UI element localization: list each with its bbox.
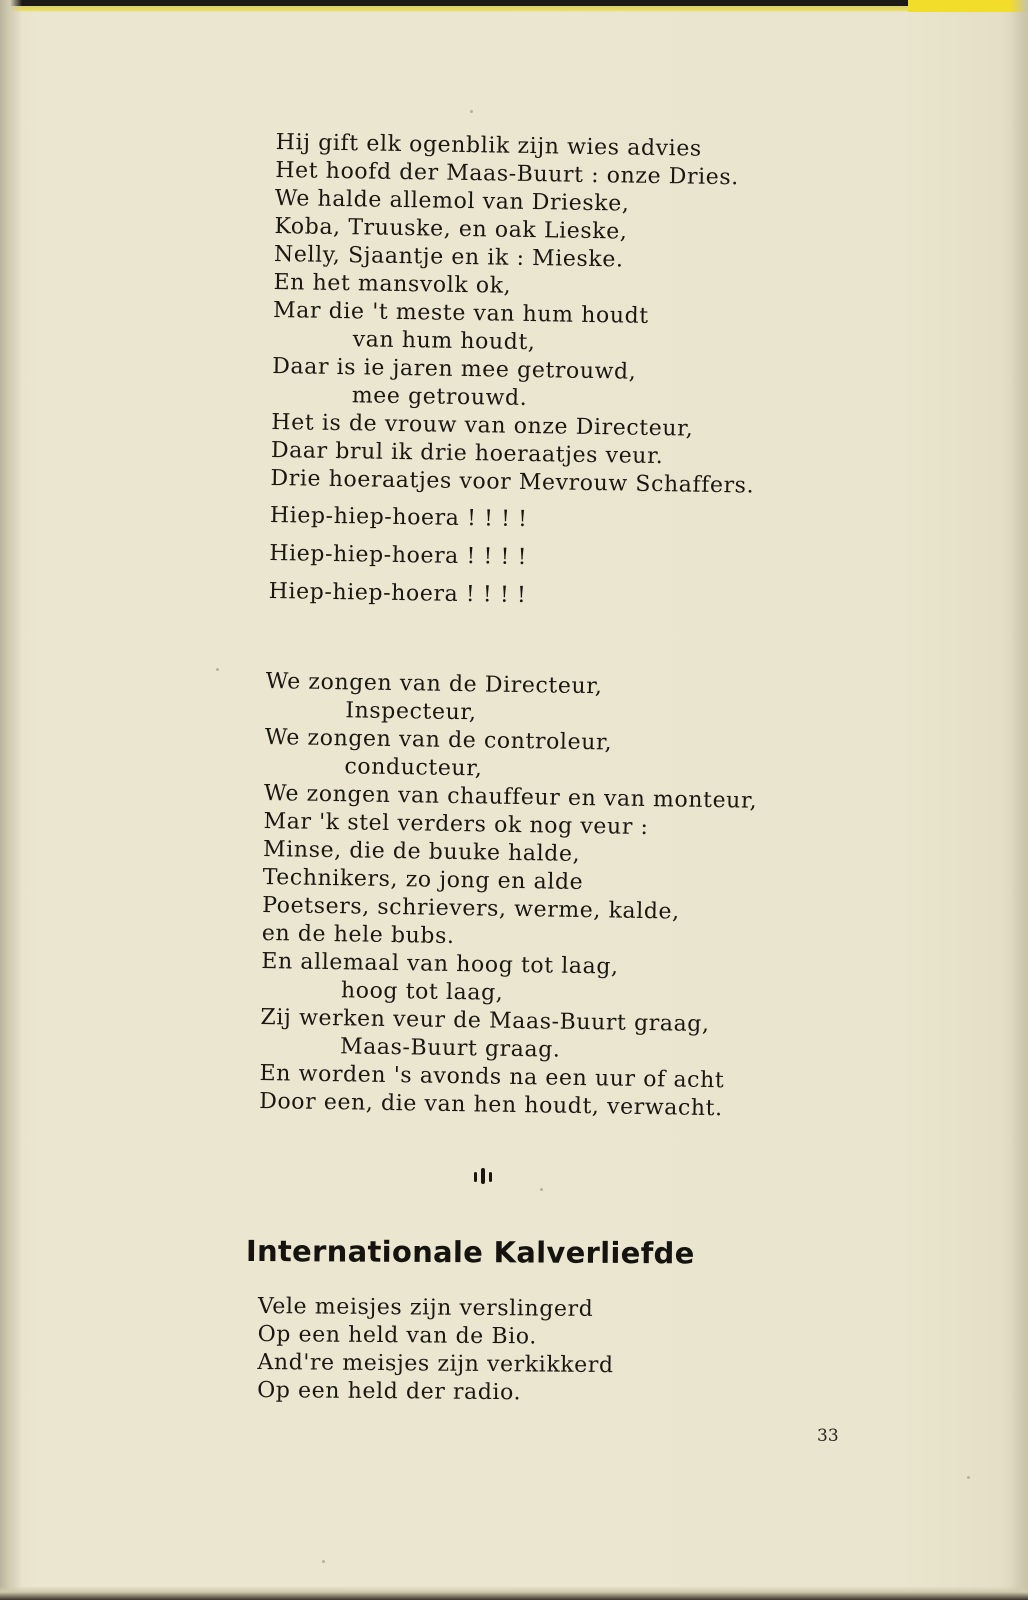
verse-line: Mar die 't meste van hum houdt [272,297,649,329]
verse-line: We zongen van chauffeur en van monteur, [263,780,758,814]
verse-line: Minse, die de buuke halde, [262,836,581,867]
page-number: 33 [817,1426,839,1446]
verse-line: Op een held der radio. [257,1377,522,1406]
verse-line: Technikers, zo jong en alde [262,864,584,896]
verse-line-indented: van hum houdt, [352,327,536,356]
verse-line: Nelly, Sjaantje en ik : Mieske. [273,241,624,273]
verse-line: Het is de vrouw van onze Directeur, [271,409,694,442]
verse-line: En worden 's avonds na een uur of acht [259,1060,725,1094]
verse-line: Daar brul ik drie hoeraatjes veur. [270,437,664,470]
verse-line: Daar is ie jaren mee getrouwd, [272,353,637,385]
verse-line: Poetsers, schrievers, werme, kalde, [262,892,680,925]
section-title: Internationale Kalverliefde [245,1234,695,1271]
binding-shadow [0,0,22,1600]
verse-line: Het hoofd der Maas-Buurt : onze Dries. [275,157,740,191]
verse-line: Vele meisjes zijn verslingerd [257,1294,594,1322]
fleuron-icon [472,1166,494,1186]
verse-line-indented: hoog tot laag, [340,978,504,1006]
verse-line: Op een held van de Bio. [257,1321,538,1350]
verse-line: And're meisjes zijn verkikkerd [257,1349,614,1379]
verse-line: Mar 'k stel verders ok nog veur : [263,808,649,841]
paper-speck [540,1188,543,1191]
verse-line: En allemaal van hoog tot laag, [261,948,619,980]
verse-line: Drie hoeraatjes voor Mevrouw Schaffers. [270,465,755,499]
verse-line: We halde allemol van Drieske, [274,185,630,217]
verse-line: Hij gift elk ogenblik zijn wies advies [275,129,702,162]
verse-block [257,1293,614,1408]
paper-speck [216,668,219,671]
verse-line-indented: conducteur, [344,754,483,782]
cheer-line: Hiep-hiep-hoera ! ! ! ! [268,578,527,608]
verse-line: Zij werken veur de Maas-Buurt graag, [260,1004,710,1038]
cheer-line: Hiep-hiep-hoera ! ! ! ! [269,502,528,532]
verse-line-indented: Maas-Buurt graag. [339,1034,561,1063]
verse-line-indented: Inspecteur, [345,698,477,726]
verse-line: We zongen van de Directeur, [265,668,603,700]
verse-line-indented: mee getrouwd. [351,383,528,411]
page-top-edge [0,0,1028,12]
paper-speck [470,110,473,113]
cheer-line: Hiep-hiep-hoera ! ! ! ! [269,540,528,570]
paper-speck [967,1476,970,1479]
page-bottom-edge [0,1586,1028,1600]
page-right-edge [1010,0,1028,1600]
verse-block [259,668,759,1124]
verse-line: We zongen van de controleur, [264,724,613,756]
verse-line: En het mansvolk ok, [273,269,512,299]
verse-line: en de hele bubs. [261,920,455,949]
paper-speck [322,1560,325,1563]
verse-block [268,129,759,619]
verse-line: Door een, die van hen houdt, verwacht. [258,1088,723,1122]
verse-line: Koba, Truuske, en oak Lieske, [274,213,628,245]
